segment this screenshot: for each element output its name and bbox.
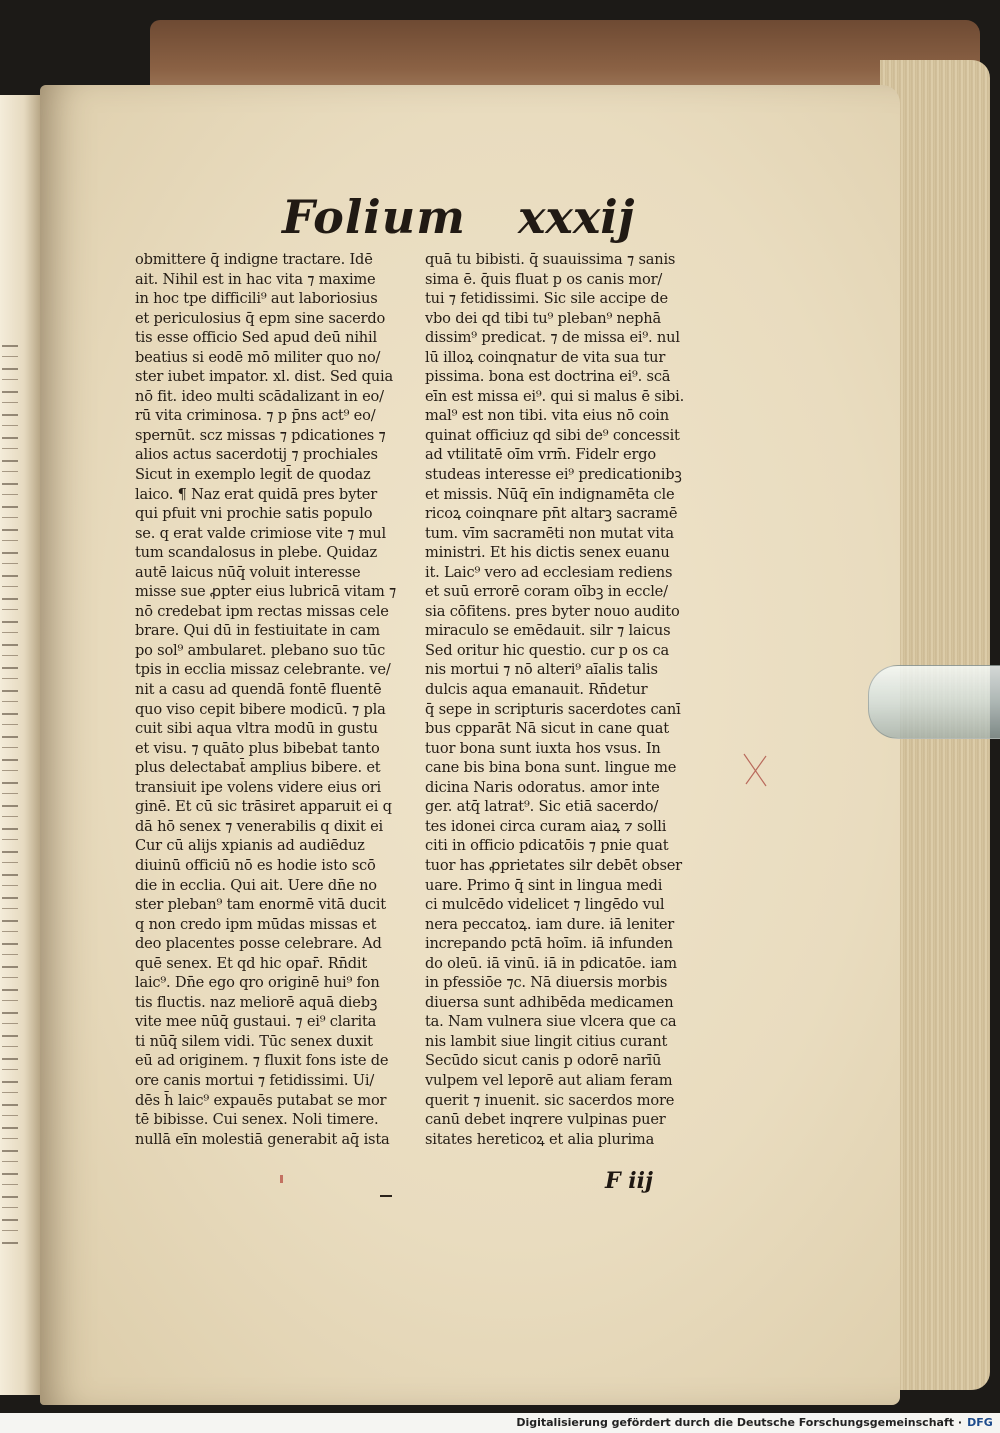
text-line: ad vtilitatē oīm vrm̄. Fidelr ergo bbox=[425, 446, 656, 464]
text-line: qui pfuit vni prochie satis populo bbox=[135, 505, 373, 523]
pencil-cross-mark bbox=[740, 750, 770, 790]
text-line: po sol⁹ ambularet. plebano suo tūc bbox=[135, 641, 386, 659]
text-line: laic⁹. Dn̄e ego qro originē hui⁹ fon bbox=[135, 974, 380, 992]
text-line: vulpem vel leporē aut aliam feram bbox=[425, 1071, 673, 1089]
text-line: cuit sibi aqua vltra modū in gustu bbox=[135, 720, 378, 738]
text-line: laico. ¶ Naz erat quidā pres byter bbox=[135, 485, 377, 503]
text-line: quē senex. Et qd hic opar̄. Rn̄dit bbox=[135, 954, 367, 972]
facing-page-edge bbox=[0, 95, 40, 1395]
text-line: et missis. Nūq̄ eīn indignamēta cle bbox=[425, 485, 675, 503]
text-line: tum scandalosus in plebe. Quidaz bbox=[135, 544, 377, 562]
text-line: Cur cū alijs xpianis ad audiēduz bbox=[135, 837, 365, 855]
text-line: querit ⁊ inuenit. sic sacerdos more bbox=[425, 1091, 675, 1109]
text-line: bus cpparāt Nā sicut in cane quat bbox=[425, 720, 669, 738]
text-line: ger. atq̄ latrat⁹. Sic etiā sacerdo/ bbox=[425, 798, 659, 816]
text-line: vite mee nūq̄ gustaui. ⁊ ei⁹ clarita bbox=[135, 1013, 377, 1031]
text-line: dicina Naris odoratus. amor inte bbox=[425, 778, 660, 796]
text-line: in hoc tpe difficili⁹ aut laboriosius bbox=[135, 290, 378, 308]
text-line: diuinū officiū nō es hodie isto scō bbox=[135, 856, 376, 874]
text-line: vbo dei qd tibi tu⁹ pleban⁹ nephā bbox=[425, 309, 662, 327]
text-line: q̄ sepe in scripturis sacerdotes canī bbox=[425, 700, 681, 718]
text-line: et suū errorē coram oībꝫ in eccle/ bbox=[425, 583, 668, 601]
text-line: do oleū. iā vinū. iā in pdicatōe. iam bbox=[425, 954, 677, 972]
dfg-logo: DFG bbox=[967, 1416, 993, 1429]
text-line: miraculo se emēdauit. silr ⁊ laicus bbox=[425, 622, 671, 640]
text-line: tē bibisse. Cui senex. Noli timere. bbox=[135, 1111, 379, 1129]
text-column-left bbox=[135, 250, 413, 1149]
text-line: ginē. Et cū sic trāsiret apparuit ei q bbox=[135, 798, 392, 816]
signature-mark: F iij bbox=[605, 1168, 653, 1194]
text-line: eū ad originem. ⁊ fluxit fons iste de bbox=[135, 1052, 389, 1070]
text-line: Sed oritur hic questio. cur p os ca bbox=[425, 641, 669, 659]
glass-weight bbox=[868, 665, 1000, 739]
text-line: beatius si eodē mō militer quo no/ bbox=[135, 348, 381, 366]
text-line: dā hō senex ⁊ venerabilis q dixit ei bbox=[135, 817, 383, 835]
text-line: ore canis mortui ⁊ fetidissimi. Ui/ bbox=[135, 1071, 375, 1089]
text-line: ministri. Et his dictis senex euanu bbox=[425, 544, 670, 562]
text-line: increpando pctā hoīm. iā infunden bbox=[425, 935, 673, 953]
text-line: se. q erat valde crimiose vite ⁊ mul bbox=[135, 524, 386, 542]
text-line: tes idonei circa curam aiaꝝ ⁊ solli bbox=[425, 817, 667, 835]
text-line: nera peccatoꝝ. iam dure. iā leniter bbox=[425, 915, 675, 933]
text-line: citi in officio pdicatōis ⁊ pnie quat bbox=[425, 837, 669, 855]
footer-credit: Digitalisierung gefördert durch die Deutsche Forschungsgemeinschaft · bbox=[516, 1416, 962, 1429]
text-line: in pfessiōe ⁊c. Nā diuersis morbis bbox=[425, 974, 668, 992]
text-line: lū illoꝝ coinqnatur de vita sua tur bbox=[425, 348, 666, 366]
text-line: sitates hereticoꝝ et alia plurima bbox=[425, 1130, 655, 1148]
text-line: quo viso cepit bibere modicū. ⁊ pla bbox=[135, 700, 386, 718]
text-line: plus delectabat̄ amplius bibere. et bbox=[135, 759, 381, 777]
text-line: rū vita criminosa. ⁊ p p̄ns act⁹ eo/ bbox=[135, 407, 376, 425]
text-line: canū debet inqrere vulpinas puer bbox=[425, 1111, 666, 1129]
text-line: nō credebat ipm rectas missas cele bbox=[135, 602, 389, 620]
text-line: ster pleban⁹ tam enormē vitā ducit bbox=[135, 896, 386, 914]
text-line: dissim⁹ predicat. ⁊ de missa ei⁹. nul bbox=[425, 329, 680, 347]
text-line: nō fit. ideo multi scādalizant in eo/ bbox=[135, 387, 384, 405]
text-line: it. Laic⁹ vero ad ecclesiam rediens bbox=[425, 563, 673, 581]
text-line: Sicut in exemplo legit̄ de quodaz bbox=[135, 466, 371, 484]
catchword-dash bbox=[380, 1195, 392, 1197]
text-line: quinat officiuz qd sibi de⁹ concessit bbox=[425, 426, 680, 444]
text-line: ta. Nam vulnera siue vlcera que ca bbox=[425, 1013, 677, 1031]
text-line: sima ē. q̄uis fluat p os canis mor/ bbox=[425, 270, 663, 288]
text-line: et visu. ⁊ quāto plus bibebat tanto bbox=[135, 739, 380, 757]
text-line: ci mulcēdo videlicet ⁊ lingēdo vul bbox=[425, 896, 665, 914]
folio-number: xxxij bbox=[518, 190, 635, 244]
text-line: dulcis aqua emanauit. Rn̄detur bbox=[425, 681, 648, 699]
text-line: uare. Primo q̄ sint in lingua medi bbox=[425, 876, 663, 894]
text-line: nit a casu ad quendā fontē fluentē bbox=[135, 681, 382, 699]
text-line: tuor bona sunt iuxta hos vsus. In bbox=[425, 739, 661, 757]
text-line: tui ⁊ fetidissimi. Sic sile accipe de bbox=[425, 290, 668, 308]
text-line: quā tu bibisti. q̄ suauissima ⁊ sanis bbox=[425, 251, 676, 268]
text-line: tum. vīm sacramēti non mutat vita bbox=[425, 524, 674, 542]
text-line: nis lambit siue lingit citius curant bbox=[425, 1032, 668, 1050]
text-line: diuersa sunt adhibēda medicamen bbox=[425, 993, 674, 1011]
text-line: Secūdo sicut canis p odorē narīū bbox=[425, 1052, 662, 1070]
text-line: studeas interesse ei⁹ predicationibꝫ bbox=[425, 466, 682, 484]
text-line: die in ecclia. Qui ait. Uere dn̄e no bbox=[135, 876, 377, 894]
text-line: misse sue ꝓpter eius lubricā vitam ⁊ bbox=[135, 583, 397, 601]
running-head bbox=[270, 190, 635, 250]
text-line: et periculosius q̄ epm sine sacerdo bbox=[135, 309, 386, 327]
text-line: q non credo ipm mūdas missas et bbox=[135, 915, 377, 933]
text-line: ti nūq̄ silem vidi. Tūc senex duxit bbox=[135, 1032, 373, 1050]
text-line: pissima. bona est doctrina ei⁹. scā bbox=[425, 368, 671, 386]
text-line: ricoꝝ coinqnare pn̄t altarꝫ sacramē bbox=[425, 505, 678, 523]
running-head-label: Folium bbox=[282, 190, 466, 244]
text-line: spernūt. scz missas ⁊ pdicationes ⁊ bbox=[135, 426, 386, 444]
text-line: tpis in ecclia missaz celebrante. ve/ bbox=[135, 661, 391, 679]
rubric-mark bbox=[280, 1175, 283, 1183]
text-line: brare. Qui dū in festiuitate in cam bbox=[135, 622, 380, 640]
facing-page-text-bleed bbox=[2, 345, 18, 1245]
text-line: obmittere q̄ indigne tractare. Idē bbox=[135, 251, 373, 268]
text-line: transiuit ipe volens videre eius ori bbox=[135, 778, 382, 796]
text-column-right bbox=[425, 250, 710, 1149]
text-line: tis esse officio Sed apud deū nihil bbox=[135, 329, 377, 347]
text-line: ster iubet impator. xl. dist. Sed quia bbox=[135, 368, 393, 386]
text-line: tis fluctis. naz meliorē aquā diebꝫ bbox=[135, 993, 378, 1011]
text-line: alios actus sacerdotij ⁊ prochiales bbox=[135, 446, 378, 464]
text-line: autē laicus nūq̄ voluit interesse bbox=[135, 563, 361, 581]
text-line: sia cōfitens. pres byter nouo audito bbox=[425, 602, 680, 620]
text-line: deo placentes posse celebrare. Ad bbox=[135, 935, 382, 953]
text-line: ait. Nihil est in hac vita ⁊ maxime bbox=[135, 270, 376, 288]
text-line: nis mortui ⁊ nō alteri⁹ aīalis talis bbox=[425, 661, 658, 679]
text-line: dēs h̄ laic⁹ expauēs putabat se mor bbox=[135, 1091, 387, 1109]
text-line: mal⁹ est non tibi. vita eius nō coin bbox=[425, 407, 669, 425]
text-line: eīn est missa ei⁹. qui si malus ē sibi. bbox=[425, 387, 685, 405]
text-line: tuor has ꝓprietates silr debēt obser bbox=[425, 856, 682, 874]
text-line: cane bis bina bona sunt. lingue me bbox=[425, 759, 677, 777]
text-line: nullā eīn molestiā generabit aq̄ ista bbox=[135, 1130, 390, 1148]
